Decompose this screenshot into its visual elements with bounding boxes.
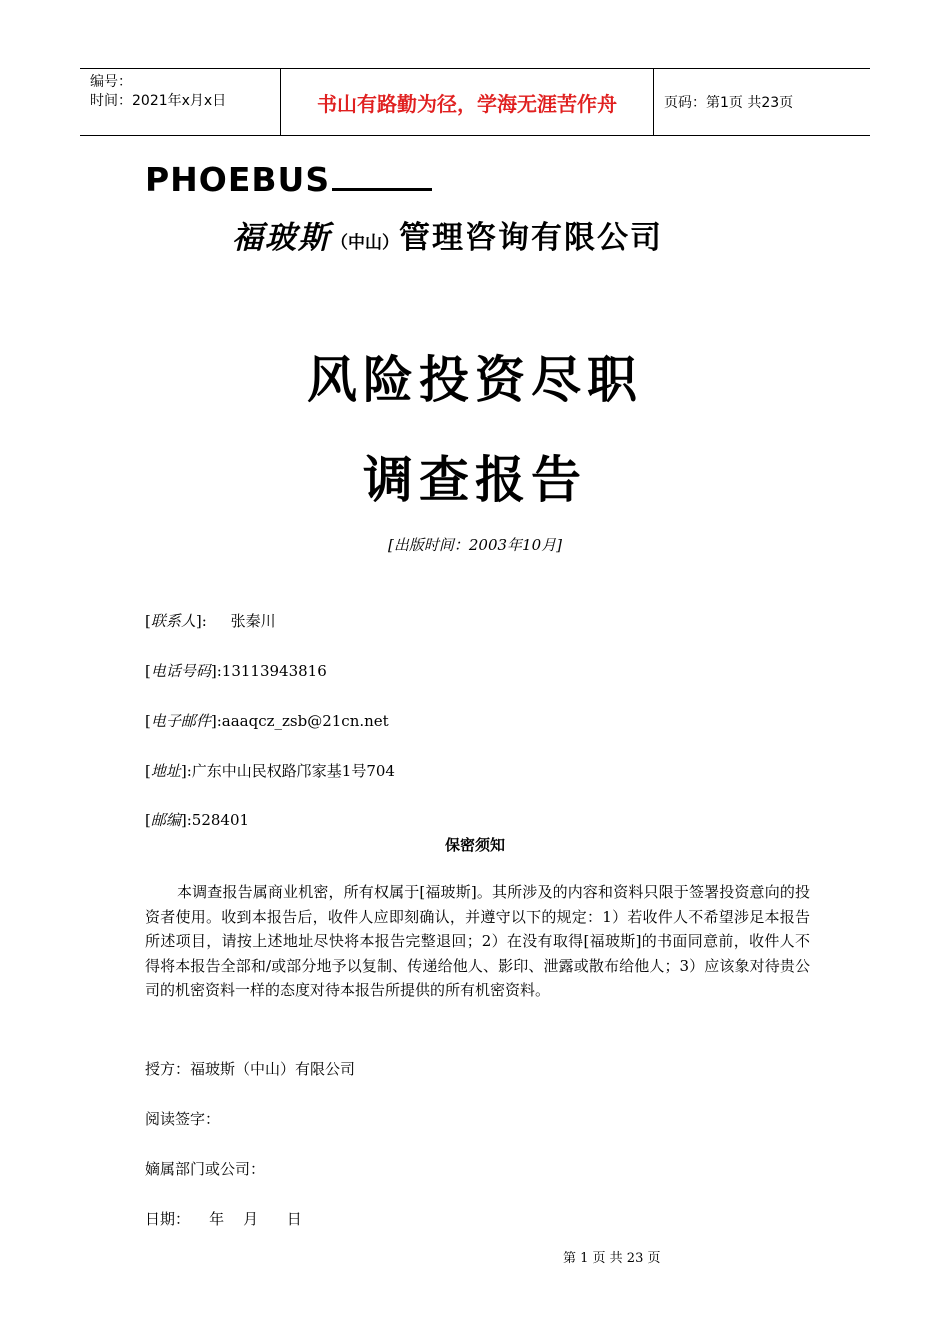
contact-person-label: 联系人 (150, 612, 196, 630)
contact-postcode-label: 邮编 (150, 811, 181, 829)
brand-text: PHOEBUS (145, 160, 331, 199)
header-motto: 书山有路勤为径，学海无涯苦作舟 (280, 69, 654, 135)
contact-email-label: 电子邮件 (150, 712, 211, 730)
brand-name (145, 160, 432, 199)
contact-address-value: 广东中山民权路邝家基1号704 (191, 762, 395, 780)
header-left-cell (80, 69, 280, 135)
contact-phone-label: 电话号码 (150, 662, 211, 680)
header-number: 编号： (90, 74, 132, 90)
contact-phone: [电话号码]:13113943816 (145, 662, 327, 680)
confidentiality-body: 本调查报告属商业机密，所有权属于[福玻斯]。其所涉及的内容和资料只限于签署投资意向的投资者使用。收到本报告后，收件人应即刻确认，并遵守以下的规定：1）若收件人不希望涉足本报告所述项目，请按上述地址尽快将本报告完整退回；2）在没有取得[福玻斯]的书面同意前，收件人不得将本报告全部和/或部分地予以复制、传递给他人、影印、泄露或散布给他人；3）应该象对待贵公司的机密资料一样的态度对待本报告所提供的所有机密资料。 (145, 883, 810, 999)
company-name-paren: （中山） (331, 233, 399, 253)
contact-postcode-value: 528401 (191, 811, 250, 829)
grantor-line: 授方：福玻斯（中山）有限公司 (145, 1060, 356, 1078)
brand-underline (332, 162, 432, 191)
signature-line: 阅读签字： (145, 1110, 221, 1128)
contact-email-value: aaaqcz_zsb@21cn.net (221, 712, 389, 730)
company-name (232, 212, 663, 257)
contact-person-value: 张秦川 (230, 612, 276, 630)
company-name-italic: 福玻斯 (232, 220, 331, 256)
contact-address: [地址]:广东中山民权路邝家基1号704 (145, 762, 395, 780)
header-date: 时间：2021年x月x日 (90, 93, 227, 109)
company-name-rest: 管理咨询有限公司 (399, 220, 663, 256)
publication-date: [出版时间：2003年10月] (388, 536, 562, 554)
department-line: 嫡属部门或公司： (145, 1160, 266, 1178)
report-title-line1: 风险投资尽职 (307, 351, 643, 409)
contact-phone-value: 13113943816 (221, 662, 327, 680)
date-line: 日期： 年 月 日 (145, 1210, 302, 1228)
page-footer: 第 1 页 共 23 页 (563, 1251, 661, 1266)
report-title-line2: 调查报告 (363, 451, 587, 509)
contact-postcode: [邮编]:528401 (145, 811, 250, 829)
confidentiality-title: 保密须知 (444, 836, 505, 854)
header-page-info: 页码：第1页 共23页 (664, 95, 794, 111)
contact-address-label: 地址 (150, 762, 181, 780)
contact-person: [联系人]: 张秦川 (145, 612, 276, 630)
contact-email: [电子邮件]:aaaqcz_zsb@21cn.net (145, 712, 389, 730)
page-header (80, 68, 870, 136)
